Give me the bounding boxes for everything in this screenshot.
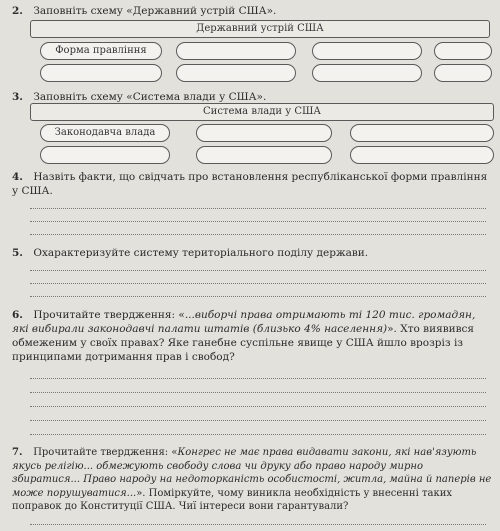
task-5-number: 5. <box>12 247 23 259</box>
task-2-empty-box[interactable] <box>176 64 296 82</box>
task-2-empty-box[interactable] <box>434 64 492 82</box>
task-2-empty-box[interactable] <box>434 42 492 60</box>
answer-line[interactable] <box>30 270 486 271</box>
task-3-empty-box[interactable] <box>350 124 494 142</box>
task-3-empty-box[interactable] <box>40 146 170 164</box>
task-7-quote: Конгрес не має права видавати закони, які нав'язують якусь релігію... обмежують свободу слова чи друку або право народу мирно збиратися... Право народу на недоторканість особистості, житла, майна й паперів не може порушуватися... <box>12 447 492 499</box>
task-3-empty-box[interactable] <box>196 146 332 164</box>
task-5-text: Охарактеризуйте систему територіального поділу держави. <box>33 247 369 259</box>
answer-line[interactable] <box>30 221 486 222</box>
task-7-lead: Прочитайте твердження: « <box>33 447 178 458</box>
answer-line[interactable] <box>30 283 486 284</box>
task-4 <box>12 170 492 198</box>
task-3-empty-box[interactable] <box>350 146 494 164</box>
task-2-header-box: Державний устрій США <box>30 20 490 38</box>
task-6 <box>12 308 492 364</box>
task-7 <box>12 446 492 514</box>
task-4-text: Назвіть факти, що свідчать про встановлення республіканської форми правління у США. <box>12 171 488 197</box>
answer-line[interactable] <box>30 392 486 393</box>
task-2-number: 2. <box>12 5 23 17</box>
answer-line[interactable] <box>30 406 486 407</box>
task-3-number: 3. <box>12 91 23 103</box>
task-3-title: Заповніть схему «Система влади у США». <box>33 91 267 103</box>
task-2-heading <box>12 5 492 18</box>
task-6-quote: ...виборчі права отримають ті 120 тис. громадян, які вибирали законодавчі палати штатів (близько 4% населення) <box>12 309 476 335</box>
task-5 <box>12 246 492 260</box>
answer-line[interactable] <box>30 208 486 209</box>
answer-line[interactable] <box>30 420 486 421</box>
answer-line[interactable] <box>30 234 486 235</box>
task-3-empty-box[interactable] <box>196 124 332 142</box>
task-2-empty-box[interactable] <box>312 42 422 60</box>
task-7-tail: ». Поміркуйте, чому виникла необхідність у внесенні таких поправок до Конституції США. Чиї інтереси вони гарантували? <box>12 487 453 512</box>
task-6-lead: Прочитайте твердження: « <box>33 309 185 321</box>
answer-line[interactable] <box>30 434 486 435</box>
answer-line[interactable] <box>30 296 486 297</box>
task-2-empty-box[interactable] <box>312 64 422 82</box>
task-2-title: Заповніть схему «Державний устрій США». <box>33 5 277 17</box>
answer-line[interactable] <box>30 524 486 525</box>
task-2-form-of-government-box: Форма правління <box>40 42 162 60</box>
task-3-header-box: Система влади у США <box>30 103 494 121</box>
task-7-number: 7. <box>12 447 23 458</box>
task-6-number: 6. <box>12 309 23 321</box>
answer-line[interactable] <box>30 378 486 379</box>
task-2-empty-box[interactable] <box>40 64 162 82</box>
task-4-number: 4. <box>12 171 23 183</box>
task-3-legislative-box: Законодавча влада <box>40 124 170 142</box>
task-2-empty-box[interactable] <box>176 42 296 60</box>
task-6-tail: ». Хто виявився обмеженим у своїх правах? Яке ганебне суспільне явище у США йшло врозріз із принципами дотримання прав і свобод? <box>12 323 475 363</box>
